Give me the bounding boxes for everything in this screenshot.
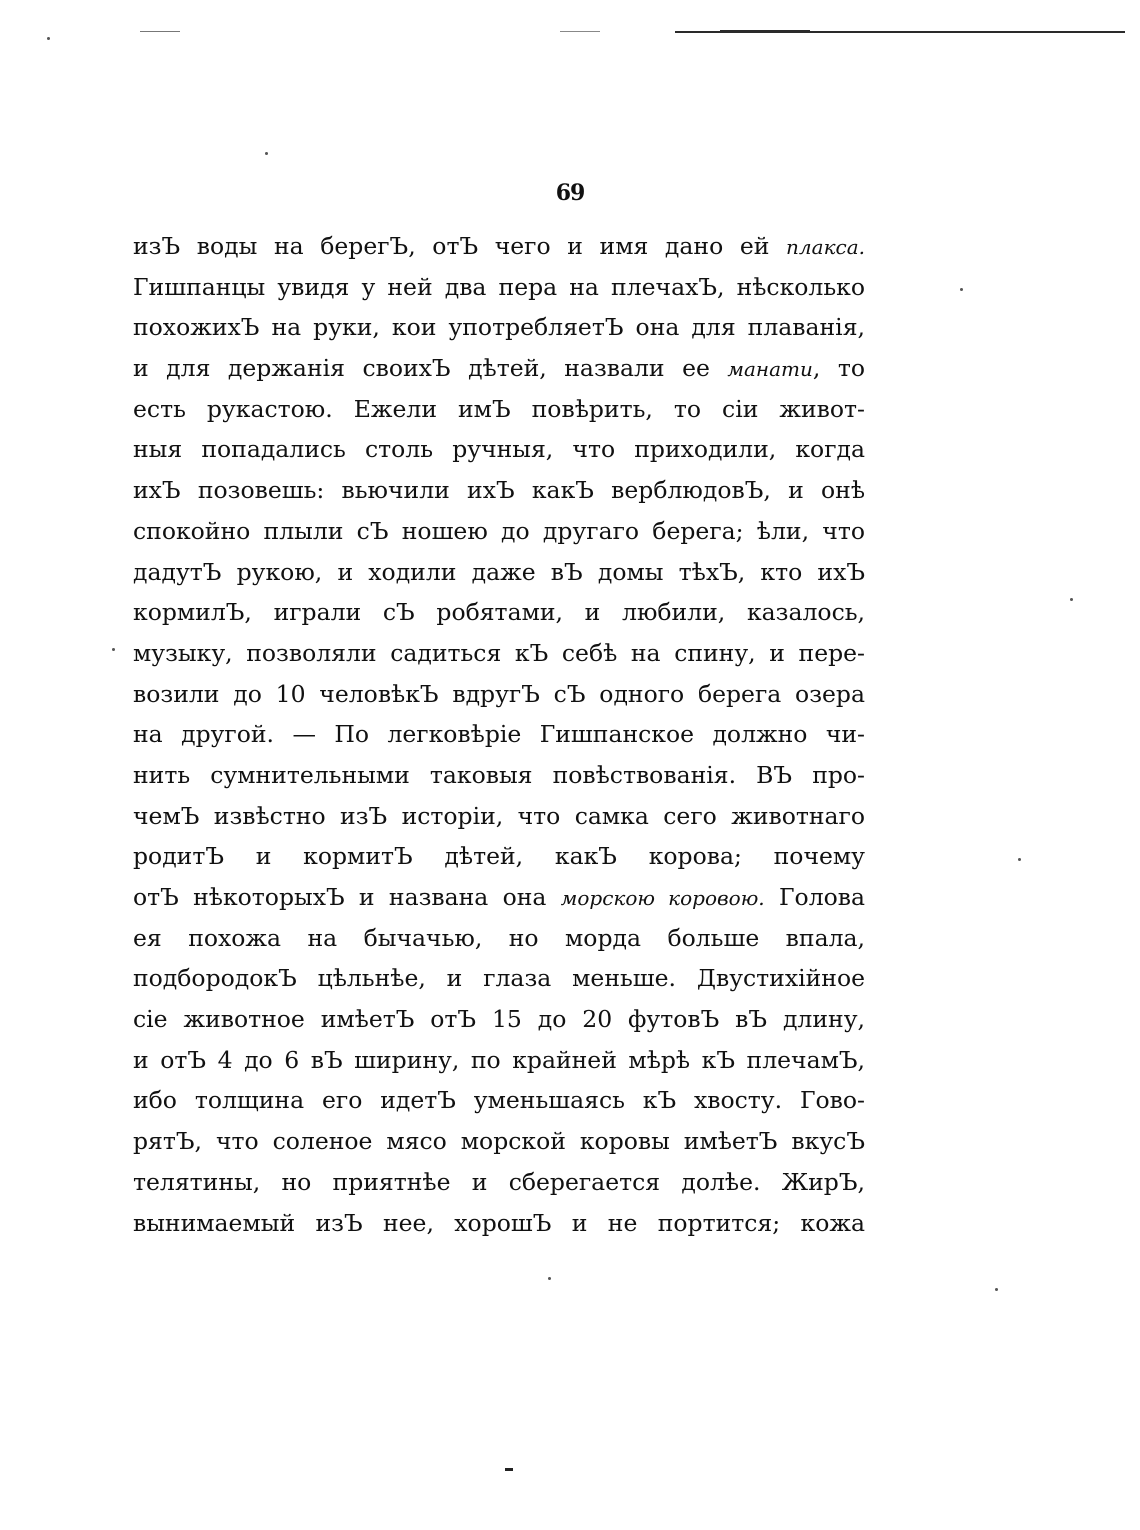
text-line: на другой. — По легковѣріе Гишпанское должно чи- <box>133 720 865 749</box>
text-line: и для держанія своихЪ дѣтей, назвали ее манати, то <box>133 354 865 383</box>
text-line: возили до 10 человѣкЪ вдругЪ сЪ одного берега озера <box>133 679 865 708</box>
top-scan-rule <box>720 30 810 33</box>
page-number: 69 <box>555 180 585 206</box>
text-line: родитЪ и кормитЪ дѣтей, какЪ корова; почему <box>133 842 865 871</box>
scan-speck <box>995 1288 998 1291</box>
text-line: рятЪ, что соленое мясо морской коровы имѣетЪ вкусЪ <box>133 1127 865 1156</box>
text-line: кормилЪ, играли сЪ робятами, и любили, казалось, <box>133 598 865 627</box>
text-line: сіе животное имѣетЪ отЪ 15 до 20 футовЪ вЪ длину, <box>133 1005 865 1034</box>
scan-speck <box>265 152 268 155</box>
text-line: вынимаемый изЪ нее, хорошЪ и не портится; кожа <box>133 1208 865 1237</box>
text-line: спокойно плыли сЪ ношею до другаго берега; ѣли, что <box>133 516 865 545</box>
body-text <box>133 226 865 1243</box>
scan-speck <box>1018 858 1021 861</box>
text-line: подбородокЪ цѣльнѣе, и глаза меньше. Двустихійное <box>133 964 865 993</box>
text-line: дадутЪ рукою, и ходили даже вЪ домы тѣхЪ, кто ихЪ <box>133 557 865 586</box>
text-line: музыку, позволяли садиться кЪ себѣ на спину, и пере- <box>133 638 865 667</box>
text-line: чемЪ извѣстно изЪ исторіи, что самка сего животнаго <box>133 801 865 830</box>
scan-speck <box>548 1277 551 1280</box>
top-scan-rule <box>560 31 600 32</box>
text-line: похожихЪ на руки, кои употребляетЪ она для плаванія, <box>133 313 865 342</box>
text-line: и отЪ 4 до 6 вЪ ширину, по крайней мѣрѣ кЪ плечамЪ, <box>133 1045 865 1074</box>
text-line: Гишпанцы увидя у ней два пера на плечахЪ, нѣсколько <box>133 272 865 301</box>
scan-speck <box>1070 598 1073 601</box>
text-line: телятины, но приятнѣе и сберегается долѣе. ЖирЪ, <box>133 1167 865 1196</box>
text-line: нить сумнительными таковыя повѣствованія. ВЪ про- <box>133 760 865 789</box>
text-line: ея похожа на бычачью, но морда больше впала, <box>133 923 865 952</box>
text-line: ихЪ позовешь: вьючили ихЪ какЪ верблюдовЪ, и онѣ <box>133 476 865 505</box>
text-line: отЪ нѣкоторыхЪ и названа она морскою коровою. Голова <box>133 883 866 911</box>
text-line: ныя попадались столь ручныя, что приходили, когда <box>133 435 865 464</box>
scan-speck <box>960 288 963 291</box>
text-line: ибо толщина его идетЪ уменьшаясь кЪ хвосту. Гово- <box>133 1086 865 1115</box>
scan-speck <box>112 648 115 651</box>
scan-speck <box>47 37 50 40</box>
scan-mark <box>505 1468 513 1471</box>
top-scan-rule <box>140 31 180 32</box>
text-line: изЪ воды на берегЪ, отЪ чего и имя дано ей плакса. <box>133 232 865 260</box>
text-line: есть рукастою. Ежели имЪ повѣрить, то сіи живот- <box>133 394 865 423</box>
